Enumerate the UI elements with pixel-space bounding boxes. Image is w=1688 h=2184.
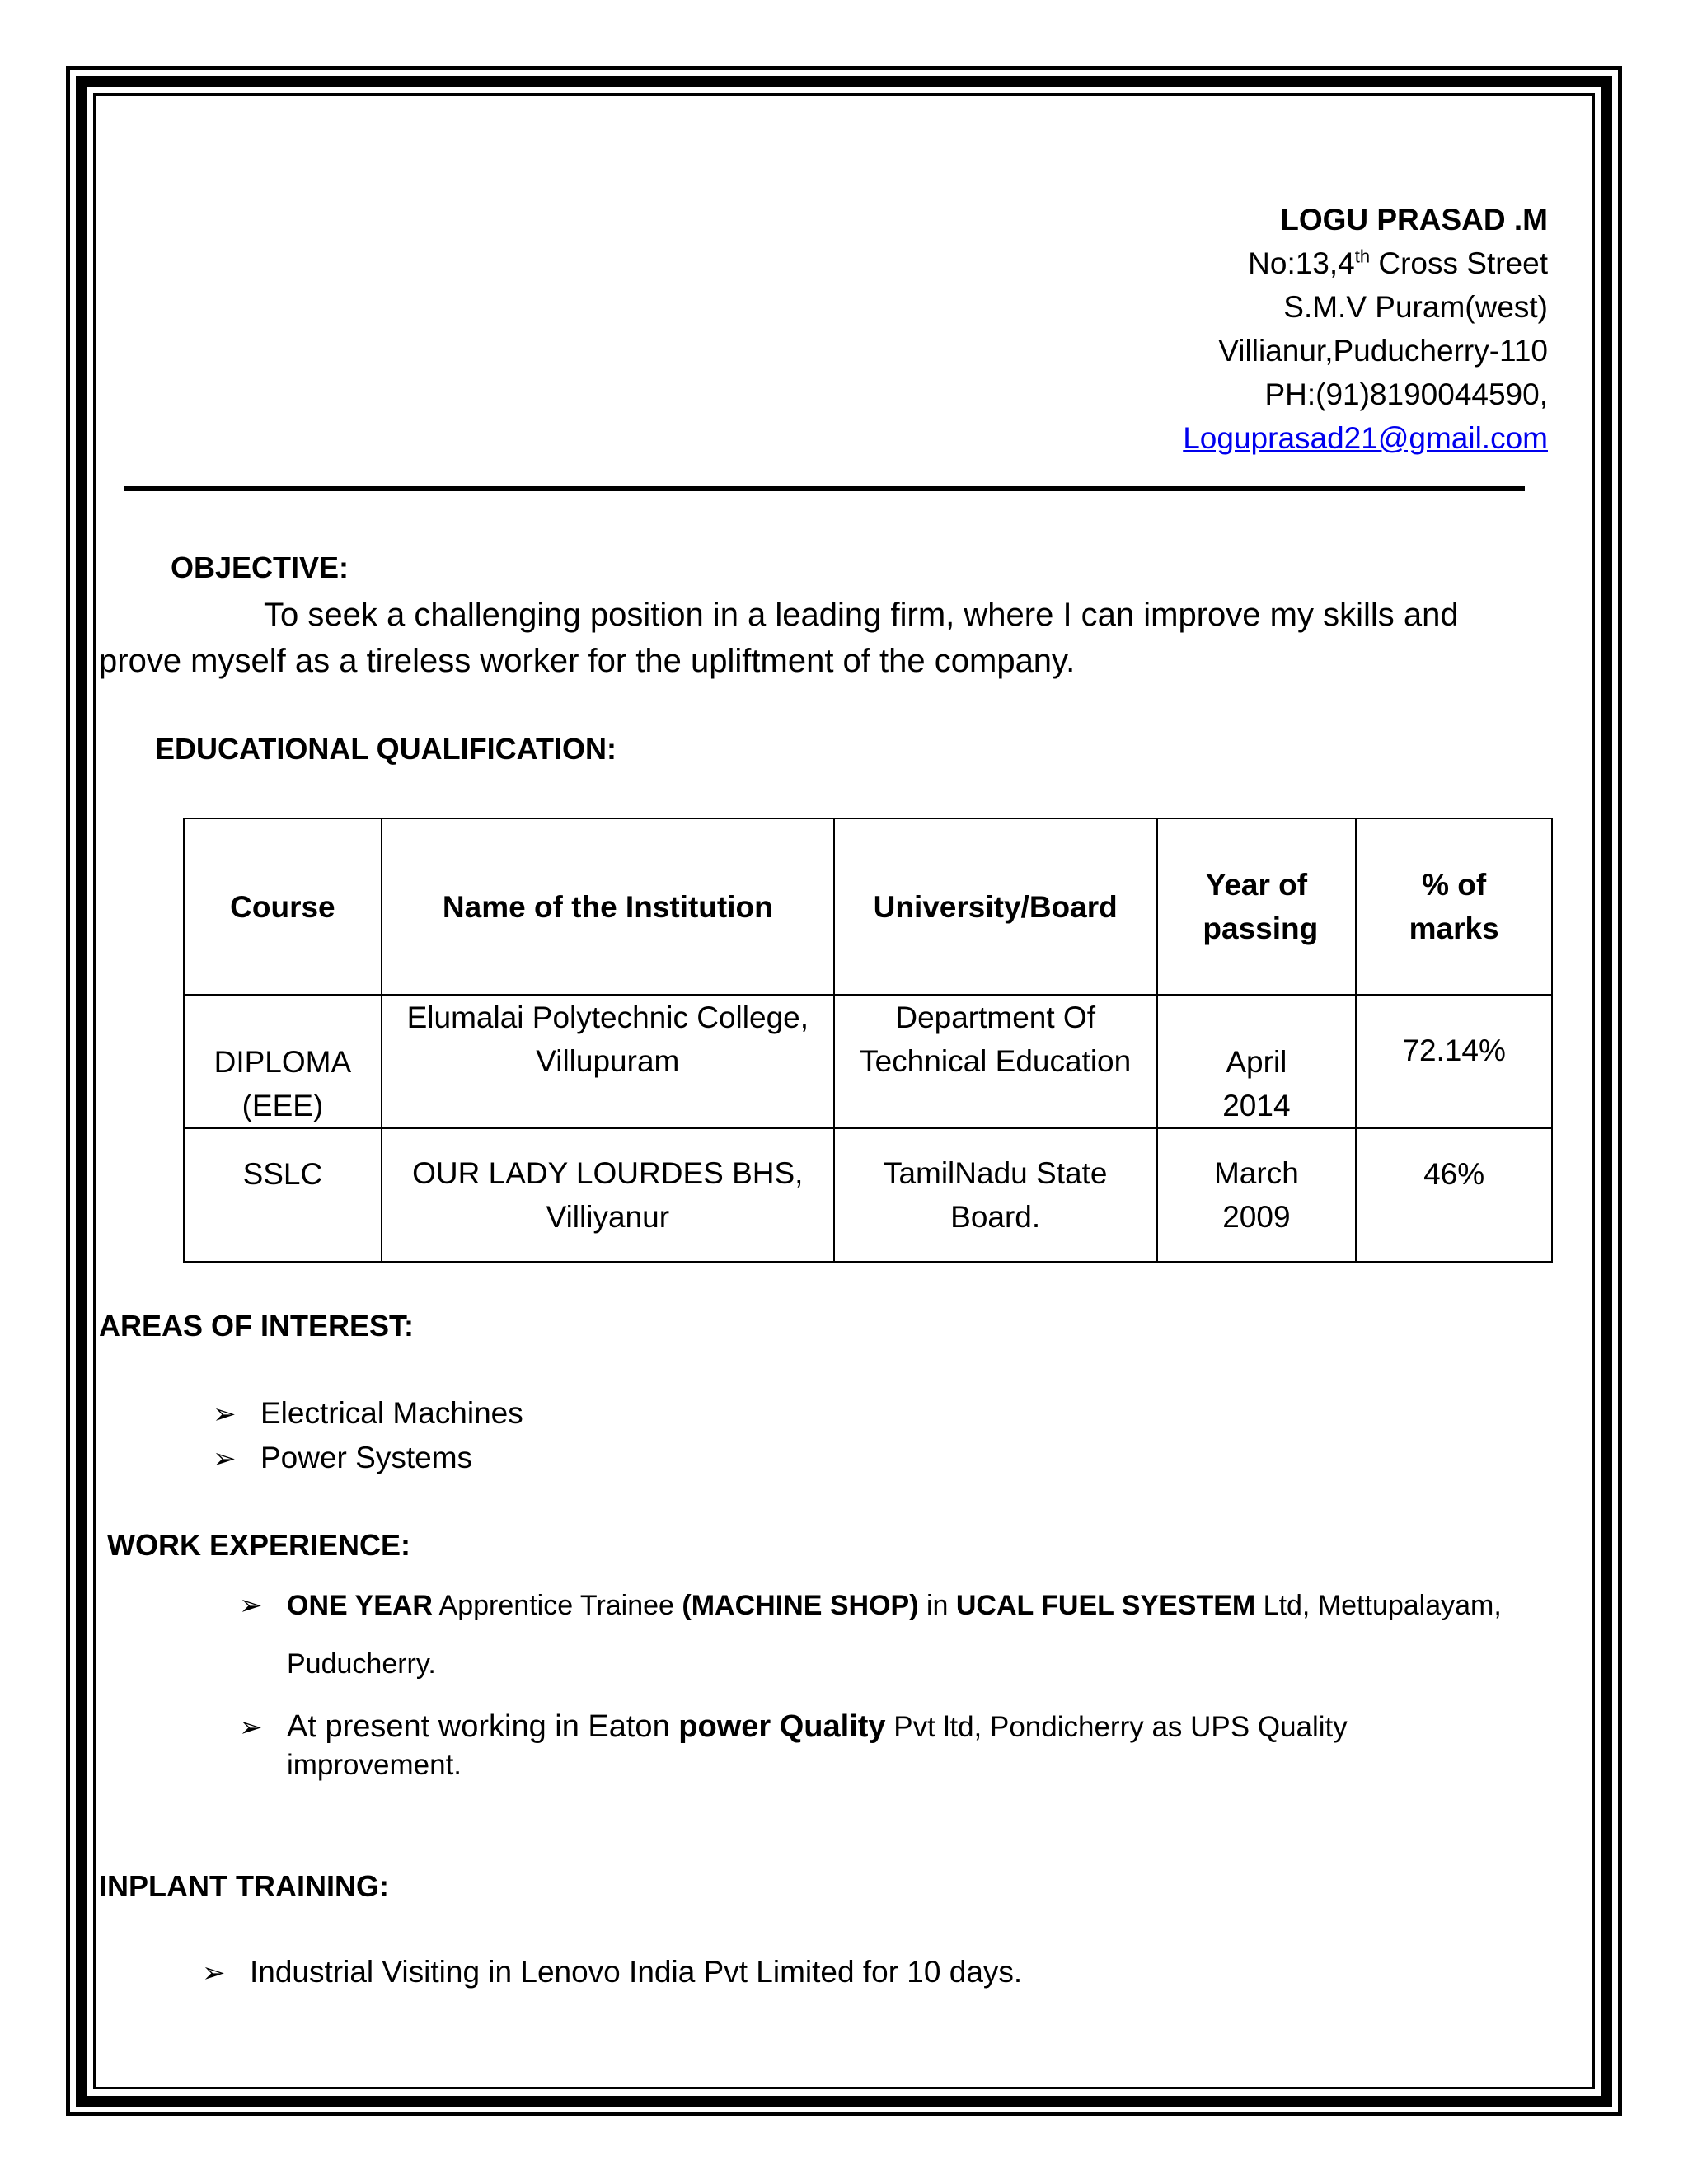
phone-number: PH:(91)8190044590,: [1264, 377, 1548, 411]
candidate-name: LOGU PRASAD .M: [1280, 203, 1548, 237]
col-header-institution: Name of the Institution: [382, 818, 834, 995]
table-row: [184, 995, 1552, 1128]
col-header-year: Year of passing: [1157, 818, 1357, 995]
table-row: [184, 1128, 1552, 1262]
cell-institution: Elumalai Polytechnic College, Villupuram: [382, 995, 834, 1128]
cell-course: DIPLOMA (EEE): [184, 995, 382, 1128]
email-link[interactable]: Loguprasad21@gmail.com: [1183, 421, 1548, 455]
address-superscript: th: [1354, 246, 1371, 267]
col-header-course: Course: [184, 818, 382, 995]
objective-heading: OBJECTIVE:: [171, 551, 349, 584]
address-prefix: No:13,4: [1248, 246, 1355, 280]
interests-heading: AREAS OF INTEREST:: [99, 1309, 415, 1343]
table-header-row: [184, 818, 1552, 995]
address-city: Villianur,Puducherry-110: [1218, 334, 1548, 368]
cell-board: TamilNadu State Board.: [834, 1128, 1157, 1262]
cell-year: April 2014: [1157, 995, 1357, 1128]
list-item: ➢ Power Systems: [213, 1441, 473, 1474]
cell-course: SSLC: [184, 1128, 382, 1262]
work-heading: WORK EXPERIENCE:: [107, 1528, 411, 1562]
cell-year: March 2009: [1157, 1128, 1357, 1262]
list-item: ➢ ONE YEAR Apprentice Trainee (MACHINE SHOP) in UCAL FUEL SYESTEM Ltd, Mettupalayam,: [239, 1590, 1502, 1621]
list-item: ➢ Electrical Machines: [213, 1396, 523, 1430]
list-item-continuation: improvement.: [287, 1749, 462, 1781]
list-item: ➢ Industrial Visiting in Lenovo India Pvt Limited for 10 days.: [202, 1955, 1023, 1989]
list-item-continuation: Puducherry.: [287, 1648, 436, 1680]
training-heading: INPLANT TRAINING:: [99, 1869, 389, 1903]
education-heading: EDUCATIONAL QUALIFICATION:: [155, 732, 617, 766]
cell-marks: 72.14%: [1356, 995, 1552, 1128]
arrow-bullet-icon: ➢: [239, 1712, 263, 1743]
arrow-bullet-icon: ➢: [213, 1399, 237, 1430]
arrow-bullet-icon: ➢: [239, 1590, 263, 1621]
contact-block: [1183, 198, 1548, 460]
objective-text: To seek a challenging position in a leading firm, where I can improve my skills and prove myself as a tireless worker for the upliftment of the company.: [99, 597, 1459, 679]
address-suffix: Cross Street: [1370, 246, 1548, 280]
address-line: [1183, 241, 1548, 285]
cell-marks: 46%: [1356, 1128, 1552, 1262]
cell-institution: OUR LADY LOURDES BHS, Villiyanur: [382, 1128, 834, 1262]
objective-text-block: [99, 592, 1550, 684]
education-table: [183, 818, 1553, 1263]
header-divider: [124, 486, 1525, 491]
address-area: S.M.V Puram(west): [1283, 290, 1548, 324]
arrow-bullet-icon: ➢: [213, 1443, 237, 1474]
arrow-bullet-icon: ➢: [202, 1957, 226, 1989]
cell-board: Department Of Technical Education: [834, 995, 1157, 1128]
col-header-board: University/Board: [834, 818, 1157, 995]
list-item: ➢ At present working in Eaton power Quality Pvt ltd, Pondicherry as UPS Quality: [239, 1709, 1348, 1744]
col-header-marks: % of marks: [1356, 818, 1552, 995]
